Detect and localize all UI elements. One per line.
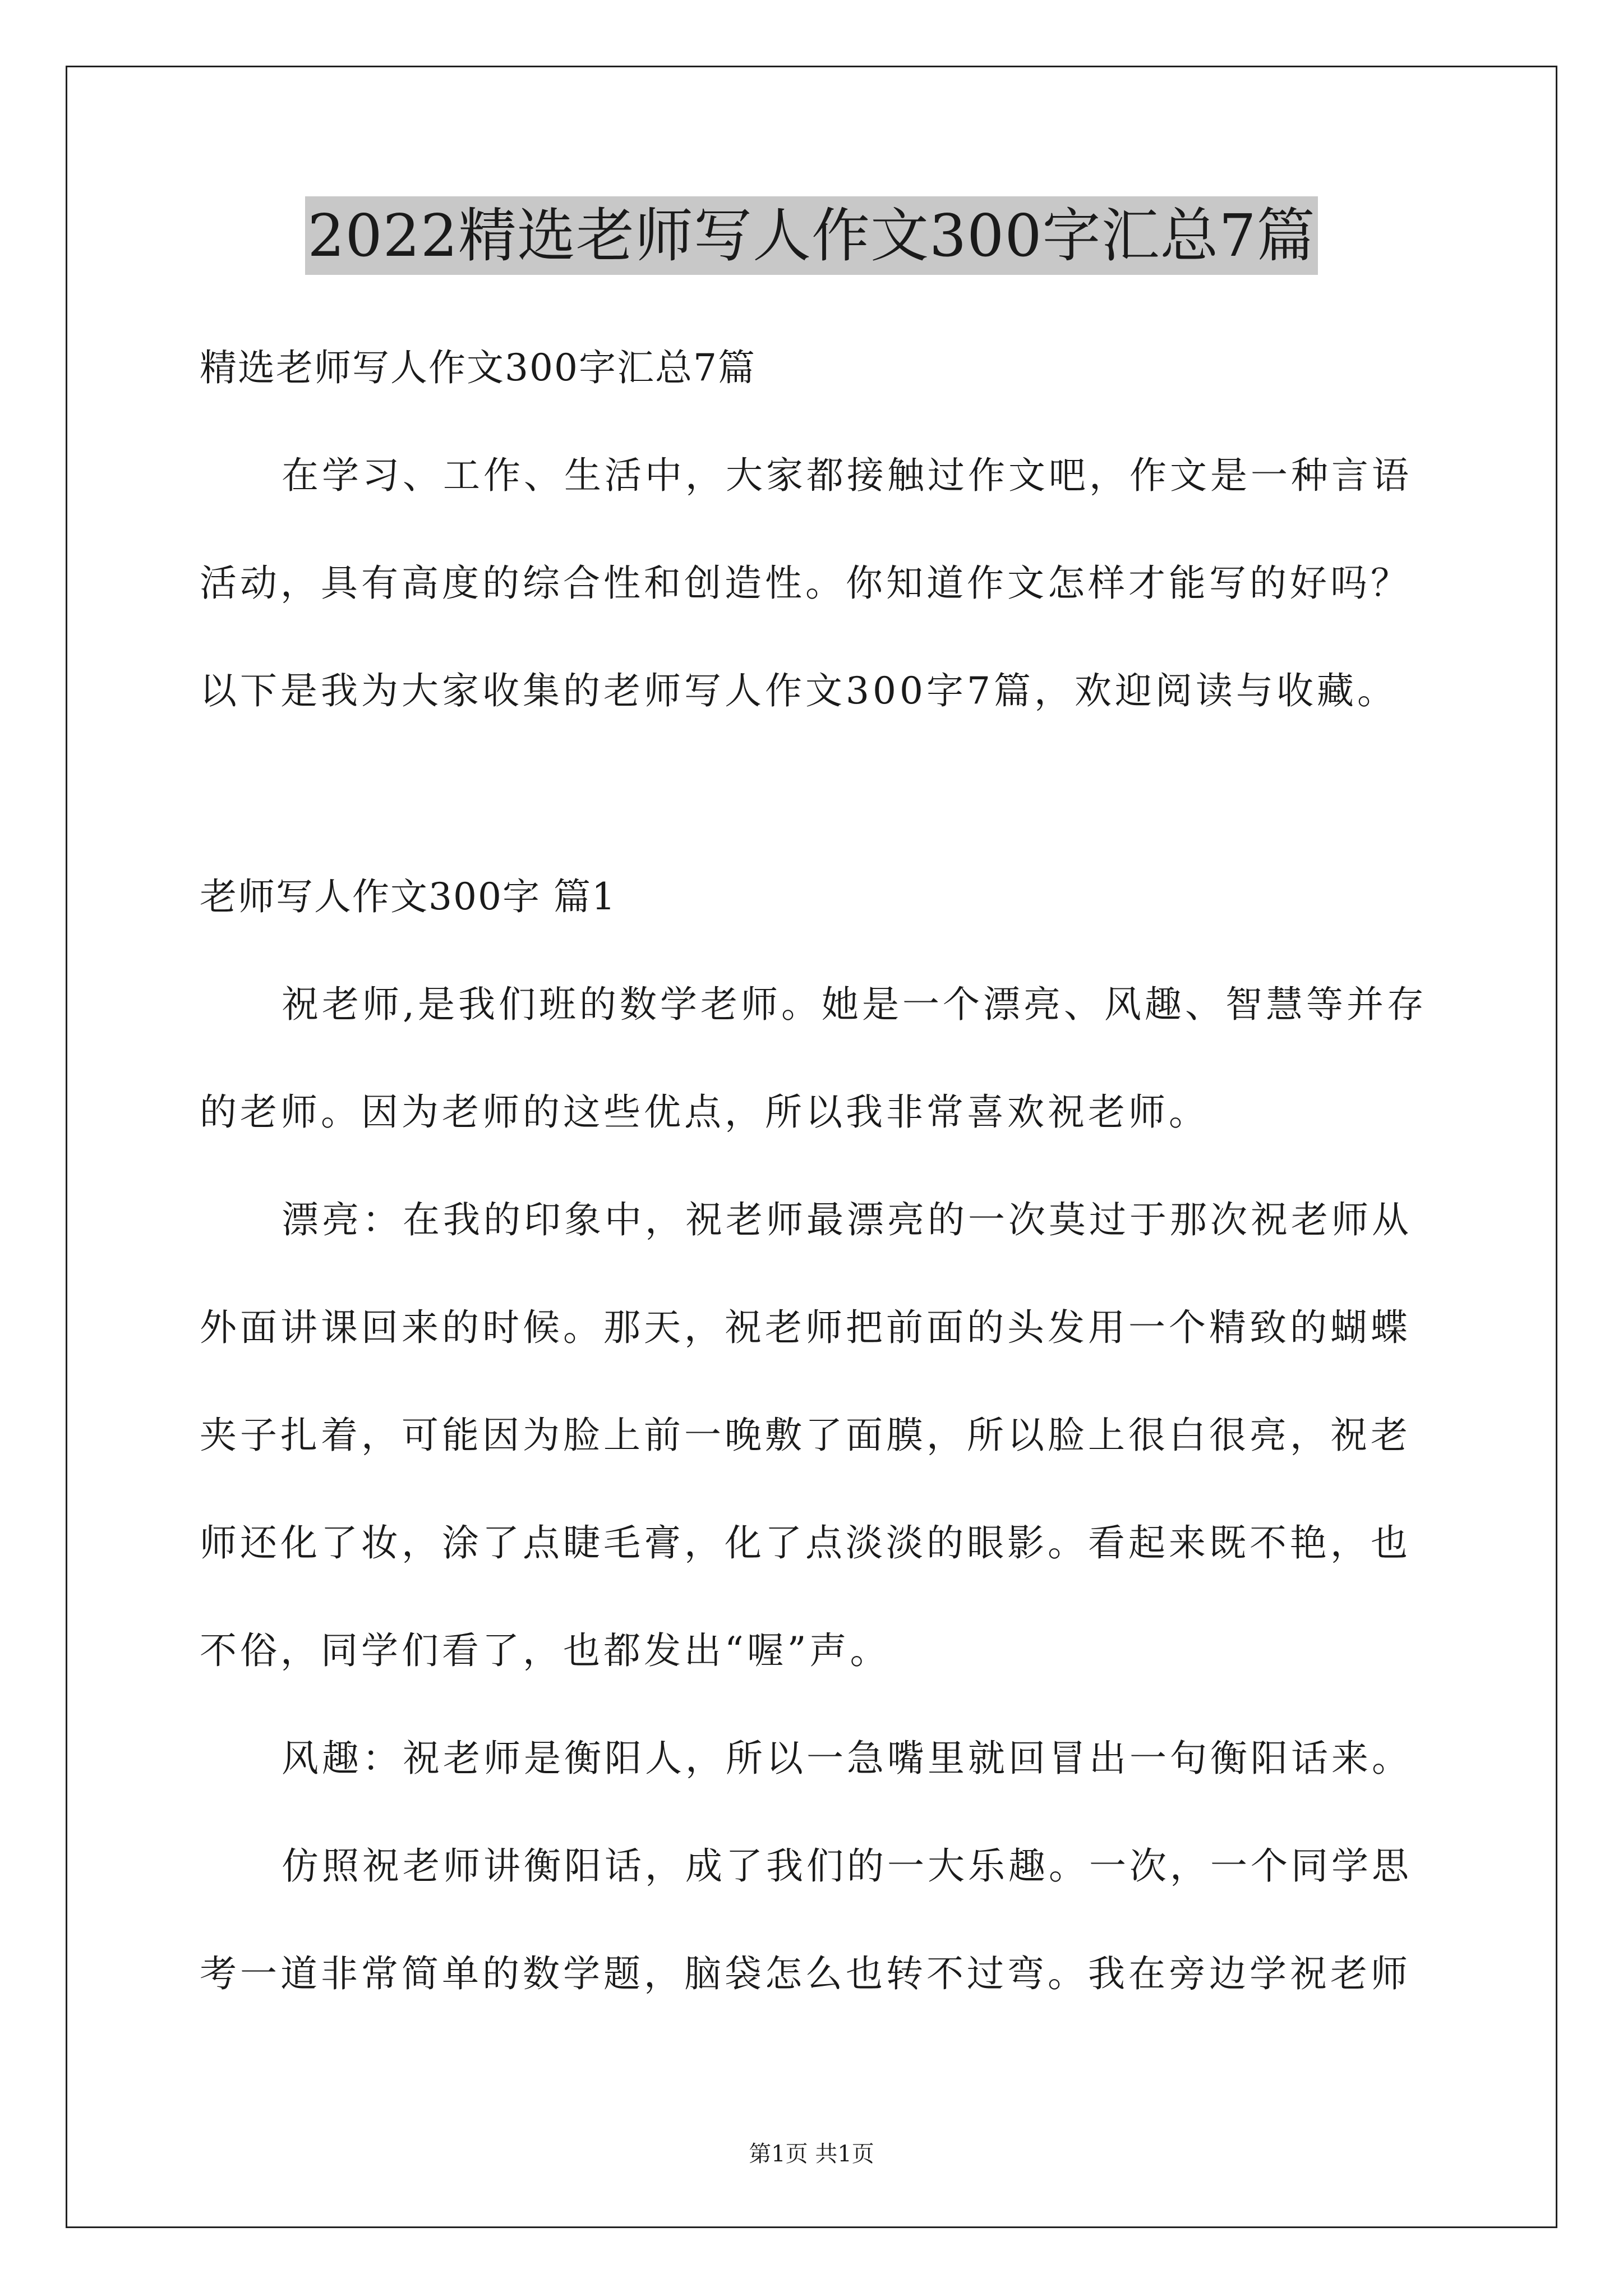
intro-paragraph-line: 以下是我为大家收集的老师写人作文300字7篇，欢迎阅读与收藏。 — [200, 669, 1398, 712]
title-container — [0, 196, 1623, 275]
section-heading: 老师写人作文300字 篇1 — [200, 875, 616, 918]
intro-paragraph-line: 活动，具有高度的综合性和创造性。你知道作文怎样才能写的好吗？ — [200, 562, 1411, 605]
body-paragraph-line: 的老师。因为老师的这些优点，所以我非常喜欢祝老师。 — [200, 1091, 1209, 1134]
body-paragraph-line: 漂亮：在我的印象中，祝老师最漂亮的一次莫过于那次祝老师从 — [282, 1198, 1412, 1241]
document-body — [200, 314, 1433, 2028]
body-paragraph-line: 不俗，同学们看了，也都发出“喔”声。 — [200, 1629, 891, 1672]
paragraph-gap — [200, 745, 1433, 843]
document-title: 2022精选老师写人作文300字汇总7篇 — [305, 196, 1317, 275]
body-paragraph-line: 夹子扎着，可能因为脸上前一晚敷了面膜，所以脸上很白很亮，祝老 — [200, 1414, 1411, 1457]
body-paragraph-line: 仿照祝老师讲衡阳话，成了我们的一大乐趣。一次，一个同学思 — [282, 1844, 1412, 1888]
body-paragraph-line: 外面讲课回来的时候。那天，祝老师把前面的头发用一个精致的蝴蝶 — [200, 1306, 1411, 1349]
body-paragraph-line: 考一道非常简单的数学题，脑袋怎么也转不过弯。我在旁边学祝老师 — [200, 1952, 1411, 1995]
body-paragraph-line: 风趣：祝老师是衡阳人，所以一急嘴里就回冒出一句衡阳话来。 — [282, 1737, 1412, 1780]
body-paragraph-line: 师还化了妆，涂了点睫毛膏，化了点淡淡的眼影。看起来既不艳，也 — [200, 1521, 1411, 1565]
body-paragraph-line: 祝老师,是我们班的数学老师。她是一个漂亮、风趣、智慧等并存 — [282, 983, 1427, 1026]
subtitle-line: 精选老师写人作文300字汇总7篇 — [200, 346, 756, 389]
intro-paragraph-line: 在学习、工作、生活中，大家都接触过作文吧，作文是一种言语 — [282, 454, 1412, 497]
page-footer: 第1页 共1页 — [749, 2141, 874, 2167]
